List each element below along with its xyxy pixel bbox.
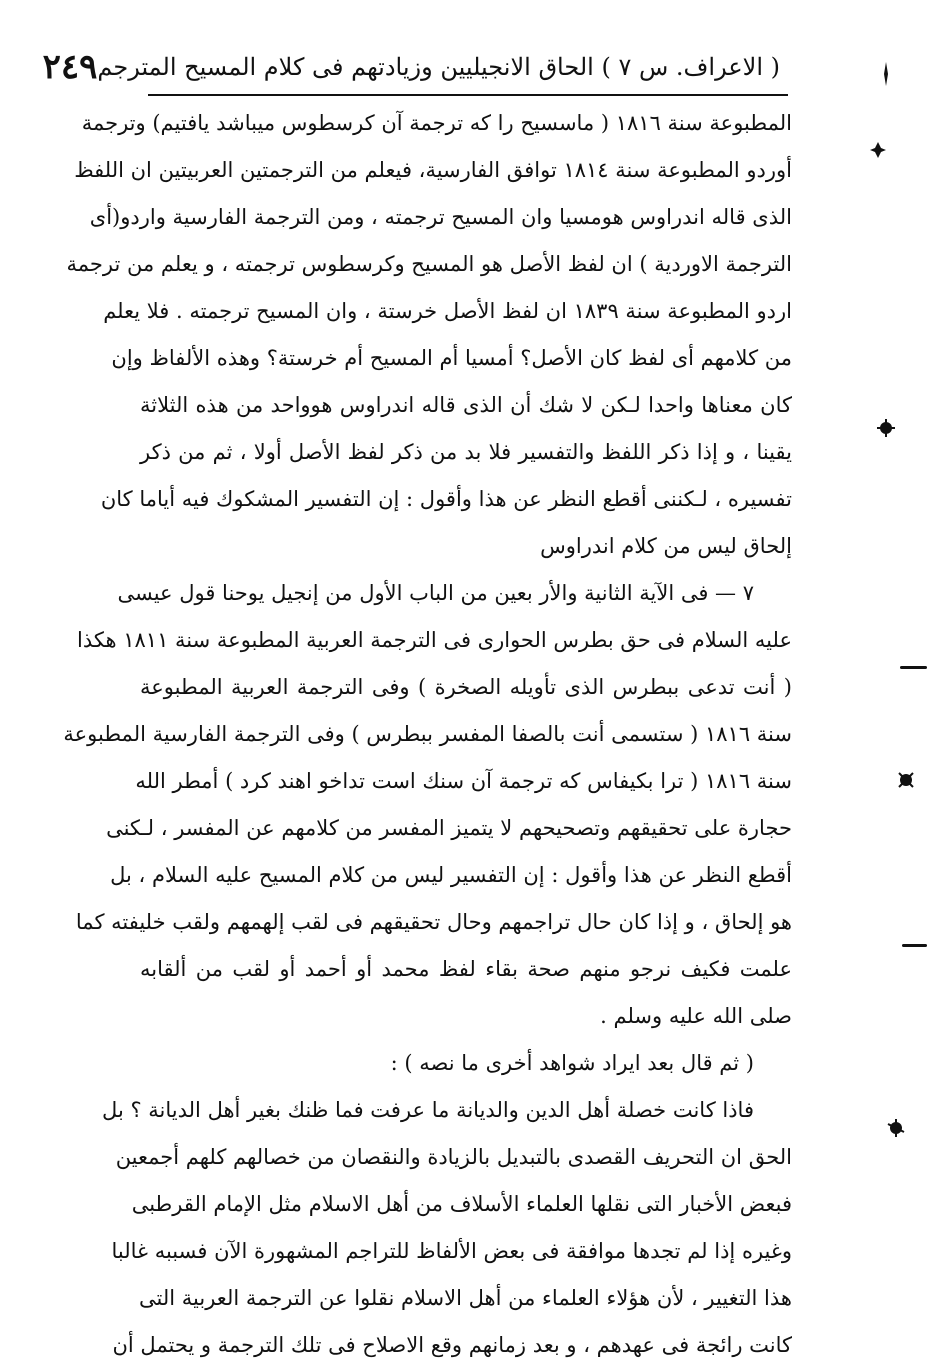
text-line: المطبوعة سنة ١٨١٦ ( ماسسيح را كه ترجمة آن كرسطوس ميباشد يافتيم) وترجمة	[81, 111, 792, 135]
text-line: أقطع النظر عن هذا وأقول : إن التفسير ليس من كلام المسيح عليه السلام ، بل	[110, 863, 792, 887]
text-line: كانت رائجة فى عهدهم ، و بعد زمانهم وقع الاصلاح فى تلك الترجمة و يحتمل أن	[112, 1333, 792, 1357]
text-line: هذا التغيير ، لأن هؤلاء العلماء من أهل الاسلام نقلوا عن الترجمة العربية التى	[139, 1286, 792, 1310]
text-line: علمت فكيف نرجو منهم صحة بقاء لفظ محمد أو أحمد أو لقب من ألقابه	[140, 957, 792, 981]
text-line: يقينا ، و إذا ذكر اللفظ والتفسير فلا بد من ذكر لفظ الأصل أولا ، ثم من ذكر	[140, 440, 792, 464]
text-line: الحق ان التحريف القصدى بالتبديل بالزيادة والنقصان من خصالهم كلهم أجمعين	[115, 1145, 792, 1169]
text-line: من كلامهم أى لفظ كان الأصل؟ أمسيا أم المسيح أم خرستة؟ وهذه الألفاظ وإن	[111, 346, 792, 370]
margin-dash	[900, 666, 927, 669]
text-line: وغيره إذا لم تجدها موافقة فى بعض الألفاظ للتراجم المشهورة الآن فسببه غالبا	[111, 1239, 792, 1263]
text-line: اردو المطبوعة سنة ١٨٣٩ ان لفظ الأصل خرستة ، وان المسيح ترجمته . فلا يعلم	[103, 299, 792, 323]
page-header	[42, 42, 780, 92]
header-rule	[148, 94, 788, 96]
text-line: عليه السلام فى حق بطرس الحوارى فى الترجمة العربية المطبوعة سنة ١٨١١ هكذا	[77, 628, 792, 652]
page-number: ٢٤٩	[42, 47, 98, 87]
running-head: ( الاعراف. س ٧ ) الحاق الانجيليين وزيادتهم فى كلام المسيح المترجم	[97, 53, 780, 81]
margin-blot-icon	[876, 418, 890, 432]
text-line: فبعض الأخبار التى نقلها العلماء الأسلاف من أهل الاسلام مثل الإمام القرطبى	[131, 1192, 792, 1216]
text-line: حجارة على تحقيقهم وتصحيحهم لا يتميز المفسر من كلامهم عن المفسر ، لـكنى	[106, 816, 792, 840]
text-line: هو إلحاق ، و إذا كان حال تراجمهم وحال تحقيقهم فى لقب إلهمهم ولقب خليفته كما	[75, 910, 792, 934]
text-line: تفسيره ، لـكننى أقطع النظر عن هذا وأقول : إن التفسير المشكوك فيه أياما كان	[100, 487, 792, 511]
text-line: كان معناها واحدا لـكن لا شك أن الذى قاله اندراوس هوواحد من هذه الثلاثة	[140, 393, 792, 417]
margin-blot-icon	[896, 770, 910, 784]
text-line: الذى قاله اندراوس هومسيا وان المسيح ترجمته ، ومن الترجمة الفارسية واردو(أى	[89, 205, 792, 229]
text-line: الترجمة الاوردية ) ان لفظ الأصل هو المسيح وكرسطوس ترجمته ، و يعلم من ترجمة	[66, 252, 792, 276]
text-line: سنة ١٨١٦ ( ستسمى أنت بالصفا المفسر ببطرس ) وفى الترجمة الفارسية المطبوعة	[63, 722, 792, 746]
text-line: صلى الله عليه وسلم .	[600, 1004, 792, 1028]
margin-blot-icon	[886, 1118, 900, 1132]
margin-blot-icon	[880, 62, 894, 76]
margin-dash	[902, 944, 927, 947]
text-line: إلحاق ليس من كلام اندراوس	[540, 534, 792, 558]
text-line: فاذا كانت خصلة أهل الدين والديانة ما عرفت فما ظنك بغير أهل الديانة ؟ بل	[102, 1098, 754, 1122]
body-text	[63, 100, 792, 1369]
text-line: ( أنت تدعى ببطرس الذى تأويله الصخرة ) وفى الترجمة العربية المطبوعة	[140, 675, 792, 699]
margin-blot-icon	[868, 140, 882, 154]
text-line: ( ثم قال بعد ايراد شواهد أخرى ما نصه ) :	[390, 1051, 754, 1075]
text-line: أوردو المطبوعة سنة ١٨١٤ توافق الفارسية، فيعلم من الترجمتين العربيتين ان اللفظ	[74, 158, 792, 182]
text-line: ٧ — فى الآية الثانية والأر بعين من الباب الأول من إنجيل يوحنا قول عيسى	[117, 581, 754, 605]
text-line: سنة ١٨١٦ ( ترا بكيفاس كه ترجمة آن سنك است تداخو اهند كرد ) أمطر الله	[135, 769, 792, 793]
